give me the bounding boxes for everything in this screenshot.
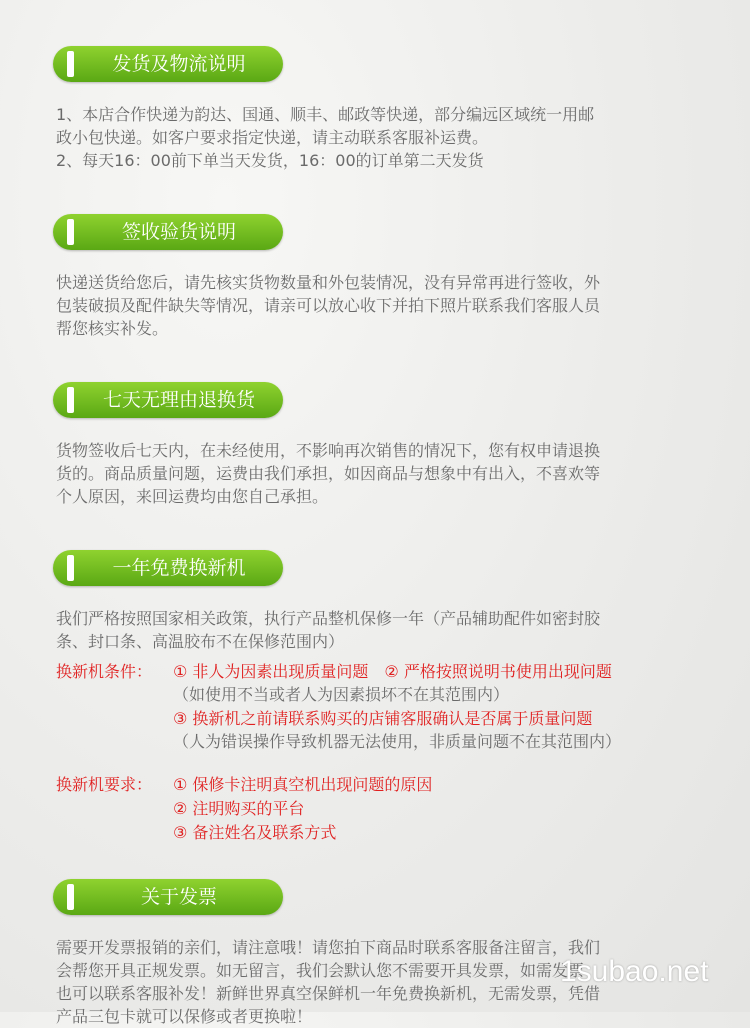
section-heading-pill bbox=[53, 46, 283, 82]
condition-note: （人为错误操作导致机器无法使用，非质量问题不在其范围内） bbox=[173, 732, 622, 751]
body-line: 条、封口条、高温胶布不在保修范围内） bbox=[56, 632, 345, 651]
section-title: 发货及物流说明 bbox=[112, 53, 246, 75]
body-line: 快递送货给您后，请先核实货物数量和外包装情况，没有异常再进行签收，外 bbox=[56, 273, 601, 292]
replacement-requirements bbox=[56, 773, 706, 845]
section-title: 关于发票 bbox=[140, 886, 217, 908]
body-line: 需要开发票报销的亲们，请注意哦！请您拍下商品时联系客服备注留言，我们 bbox=[56, 938, 601, 957]
section-title: 签收验货说明 bbox=[121, 221, 236, 243]
heading-bar-icon bbox=[67, 884, 74, 910]
condition-line: ③ 换新机之前请联系购买的店铺客服确认是否属于质量问题 bbox=[173, 709, 593, 728]
section-heading-pill bbox=[53, 879, 283, 915]
section-heading-pill bbox=[53, 550, 283, 586]
body-line: 政小包快递。如客户要求指定快递，请主动联系客服补运费。 bbox=[56, 128, 489, 147]
section-heading-pill bbox=[53, 382, 283, 418]
requirement-line: ① 保修卡注明真空机出现问题的原因 bbox=[173, 775, 433, 794]
body-line: 会帮您开具正规发票。如无留言，我们会默认您不需要开具发票，如需发票 bbox=[56, 961, 585, 980]
section-body bbox=[56, 607, 696, 653]
heading-bar-icon bbox=[67, 51, 74, 77]
section-title: 一年免费换新机 bbox=[112, 557, 246, 579]
site-watermark: 1subao.net bbox=[560, 955, 709, 988]
section-title: 七天无理由退换货 bbox=[102, 389, 255, 411]
body-line: 货的。商品质量问题，运费由我们承担，如因商品与想象中有出入，不喜欢等 bbox=[56, 464, 601, 483]
requirements-label: 换新机要求： bbox=[56, 775, 153, 794]
body-line: 我们严格按照国家相关政策，执行产品整机保修一年（产品辅助配件如密封胶 bbox=[56, 609, 601, 628]
section-body bbox=[56, 439, 696, 508]
body-line: 货物签收后七天内，在未经使用，不影响再次销售的情况下，您有权申请退换 bbox=[56, 441, 601, 460]
body-line: 也可以联系客服补发！新鲜世界真空保鲜机一年免费换新机，无需发票，凭借 bbox=[56, 984, 601, 1003]
body-line: 个人原因，来回运费均由您自己承担。 bbox=[56, 487, 329, 506]
conditions-label: 换新机条件： bbox=[56, 662, 153, 681]
section-heading-pill bbox=[53, 214, 283, 250]
body-line: 帮您核实补发。 bbox=[56, 319, 169, 338]
heading-bar-icon bbox=[67, 219, 74, 245]
heading-bar-icon bbox=[67, 555, 74, 581]
section-body bbox=[56, 271, 696, 340]
condition-note: （如使用不当或者人为因素损坏不在其范围内） bbox=[173, 685, 510, 704]
body-line: 产品三包卡就可以保修或者更换啦！ bbox=[56, 1007, 313, 1026]
body-line: 1、本店合作快递为韵达、国通、顺丰、邮政等快递，部分编远区域统一用邮 bbox=[56, 105, 595, 124]
heading-bar-icon bbox=[67, 387, 74, 413]
body-line: 2、每天16：00前下单当天发货，16：00的订单第二天发货 bbox=[56, 151, 484, 170]
section-body bbox=[56, 103, 696, 172]
body-line: 包装破损及配件缺失等情况，请亲可以放心收下并拍下照片联系我们客服人员 bbox=[56, 296, 601, 315]
requirement-line: ③ 备注姓名及联系方式 bbox=[173, 823, 337, 842]
replacement-conditions bbox=[56, 660, 706, 754]
condition-line: ① 非人为因素出现质量问题 ② 严格按照说明书使用出现问题 bbox=[173, 662, 612, 681]
requirement-line: ② 注明购买的平台 bbox=[173, 799, 305, 818]
